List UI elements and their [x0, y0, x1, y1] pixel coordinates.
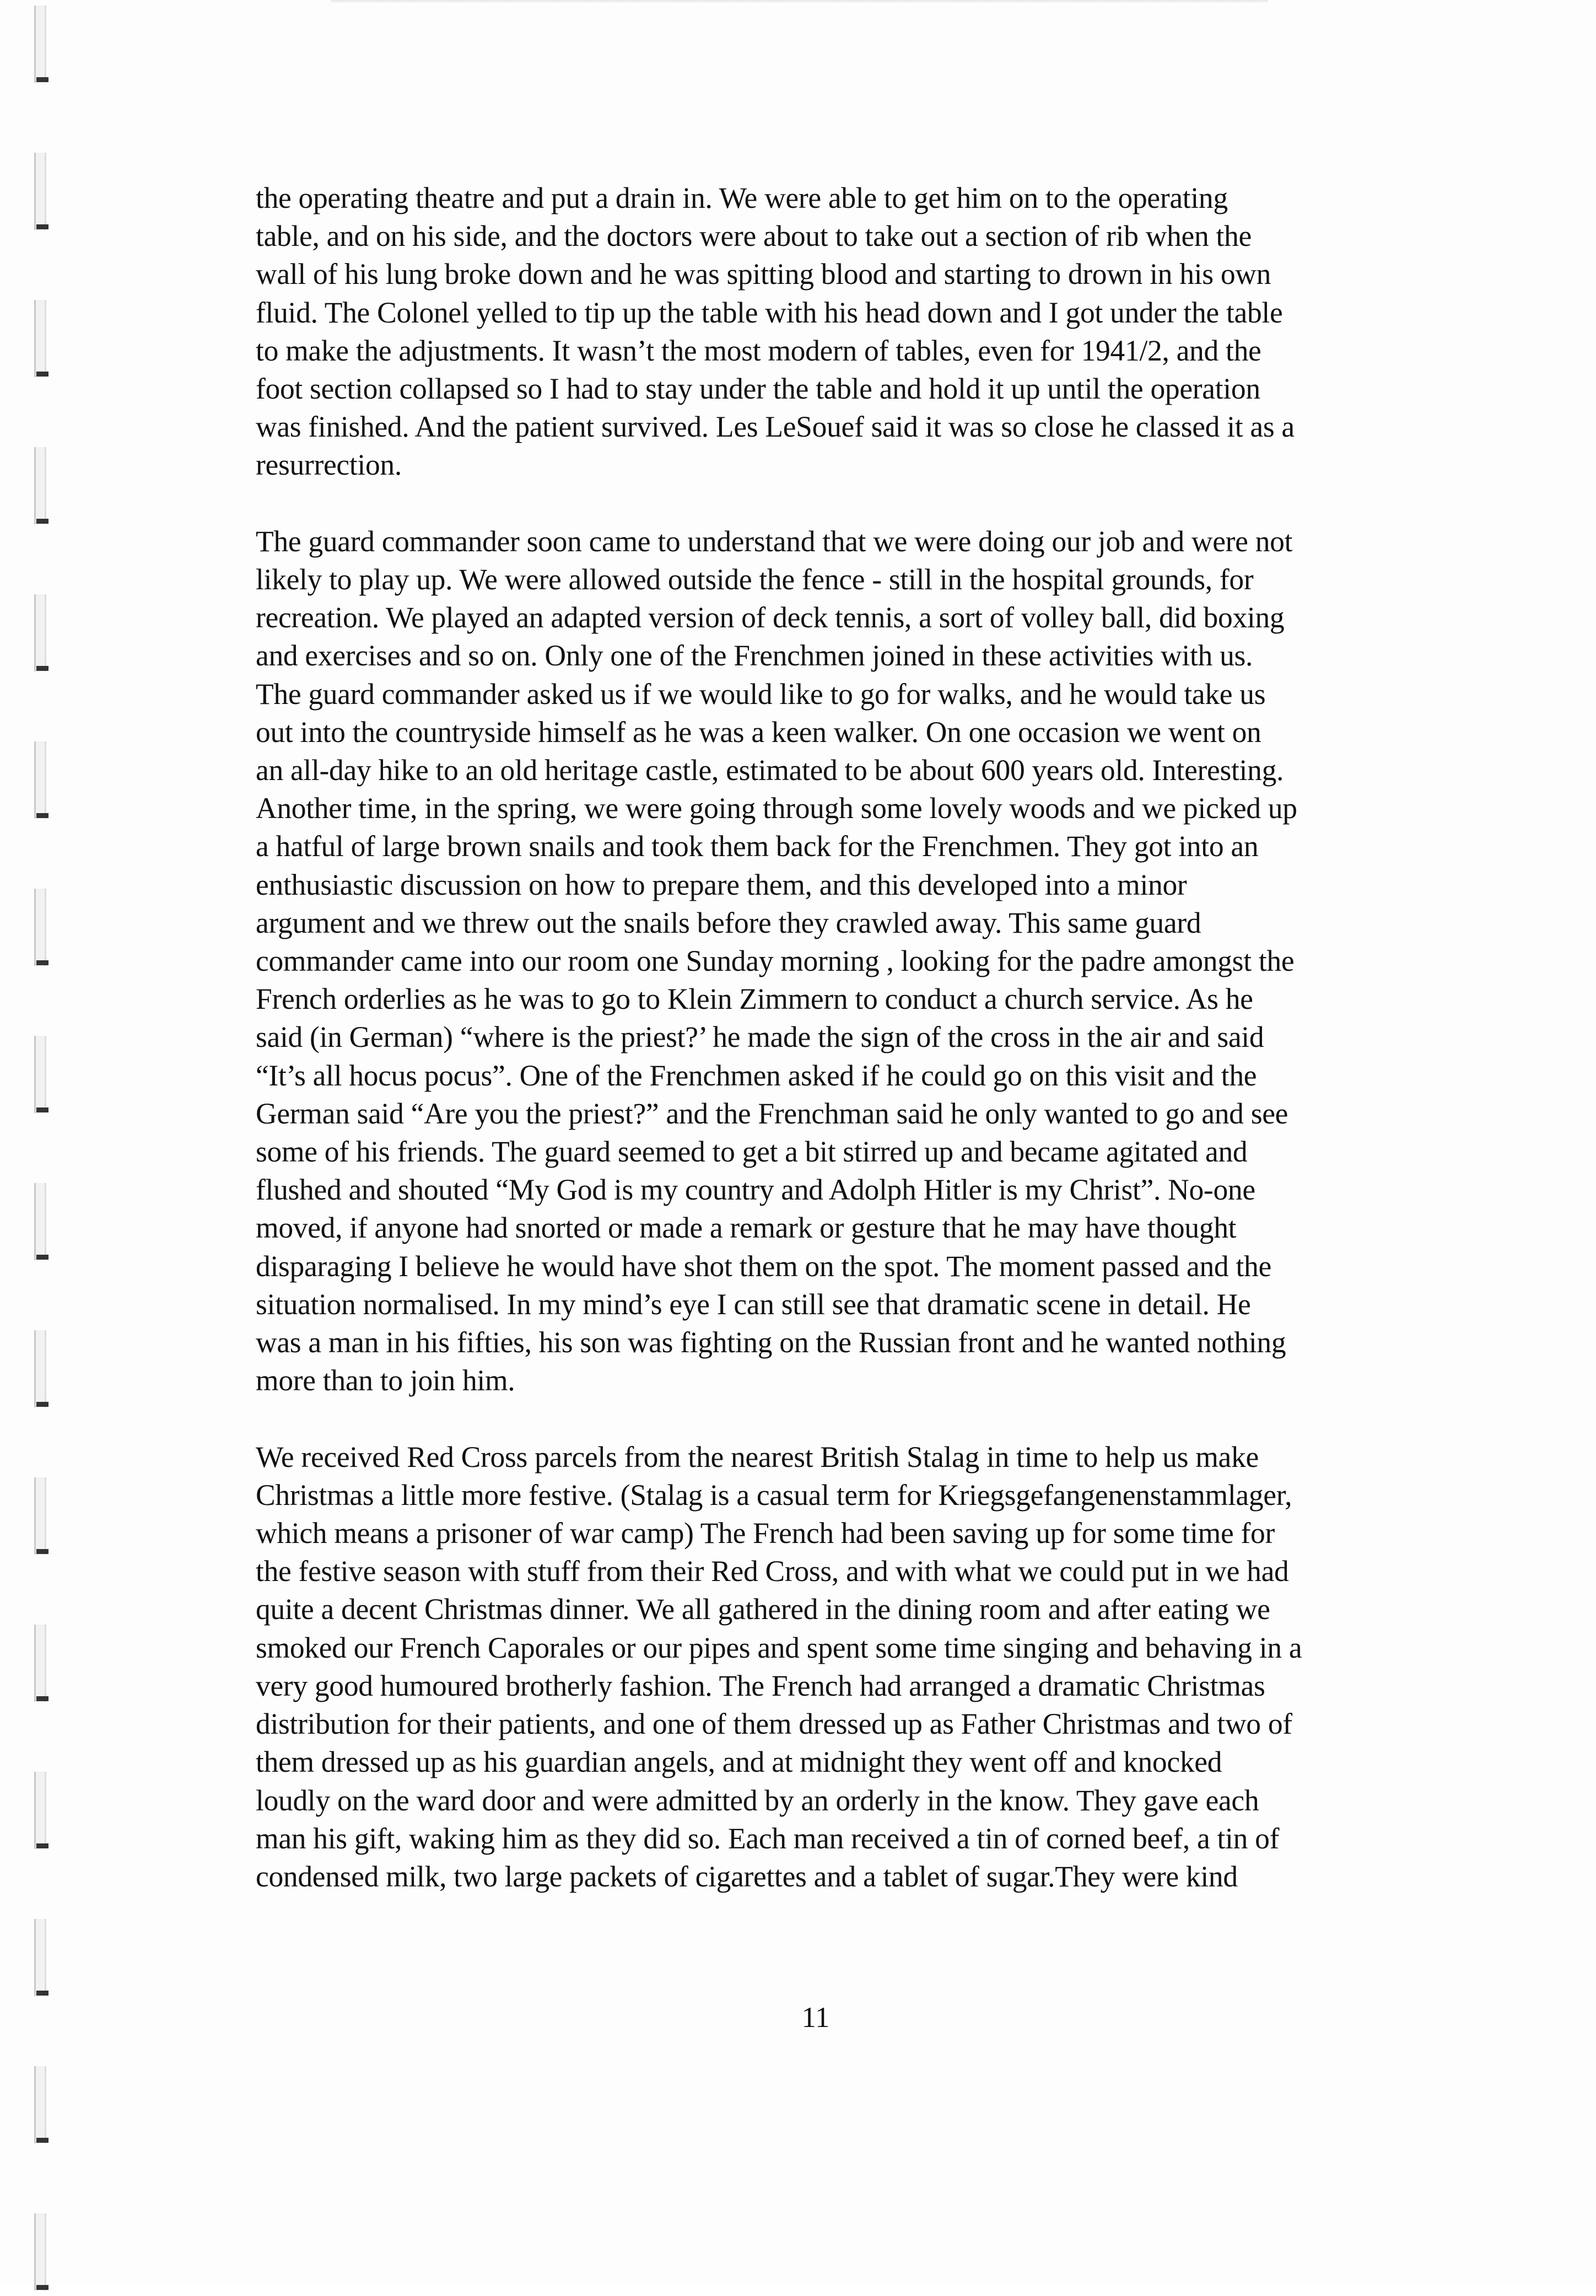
text-line: moved, if anyone had snorted or made a remark or gesture that he may have thought — [256, 1211, 1237, 1245]
binder-ring — [22, 1330, 51, 1413]
binder-ring-stem — [34, 1036, 46, 1113]
binder-ring-foot — [36, 813, 48, 818]
text-line: man his gift, waking him as they did so. Each man received a tin of corned beef, a tin of — [256, 1821, 1280, 1855]
binder-ring — [22, 6, 51, 88]
scan-edge-mark — [331, 0, 1268, 3]
text-line: a hatful of large brown snails and took them back for the Frenchmen. They got into an — [256, 830, 1259, 863]
binder-ring-stem — [34, 741, 46, 819]
text-line: was a man in his fifties, his son was fighting on the Russian front and he wanted nothing — [256, 1326, 1286, 1359]
page-number: 11 — [801, 2002, 830, 2034]
binder-ring-stem — [34, 153, 46, 230]
binder-rings — [0, 0, 66, 2284]
binder-ring — [22, 594, 51, 677]
binder-ring — [22, 1036, 51, 1119]
text-line: and exercises and so on. Only one of the Frenchmen joined in these activities with us. — [256, 639, 1253, 673]
binder-ring — [22, 1919, 51, 2002]
binder-ring-stem — [34, 1919, 46, 1996]
binder-ring-foot — [36, 519, 48, 524]
binder-ring-stem — [34, 6, 46, 83]
text-line: fluid. The Colonel yelled to tip up the table with his head down and I got under the table — [256, 295, 1283, 329]
text-line: to make the adjustments. It wasn’t the most modern of tables, even for 1941/2, and the — [256, 334, 1261, 367]
binder-ring-foot — [36, 2138, 48, 2143]
binder-ring — [22, 1625, 51, 1707]
binder-ring-foot — [36, 224, 48, 229]
binder-ring-stem — [34, 1330, 46, 1407]
text-line: an all-day hike to an old heritage castle, estimated to be about 600 years old. Interesting. — [256, 754, 1284, 787]
binder-ring-foot — [36, 1696, 48, 1701]
text-line: flushed and shouted “My God is my country and Adolph Hitler is my Christ”. No-one — [256, 1173, 1255, 1207]
binder-ring-foot — [36, 1549, 48, 1554]
text-line: smoked our French Caporales or our pipes and spent some time singing and behaving in a — [256, 1631, 1302, 1664]
text-line: Another time, in the spring, we were going through some lovely woods and we picked up — [256, 792, 1297, 825]
text-line: quite a decent Christmas dinner. We all gathered in the dining room and after eating we — [256, 1593, 1270, 1626]
text-line: disparaging I believe he would have shot them on the spot. The moment passed and the — [256, 1249, 1271, 1283]
binder-ring — [22, 300, 51, 383]
text-line: the operating theatre and put a drain in. We were able to get him on to the operating — [256, 181, 1228, 214]
binder-ring-stem — [34, 1183, 46, 1260]
text-line: recreation. We played an adapted version of deck tennis, a sort of volley ball, did boxing — [256, 601, 1285, 635]
binder-ring-foot — [36, 1843, 48, 1848]
binder-ring-stem — [34, 447, 46, 524]
binder-ring-stem — [34, 2213, 46, 2290]
text-line: enthusiastic discussion on how to prepare them, and this developed into a minor — [256, 868, 1187, 901]
binder-ring — [22, 741, 51, 824]
text-line: The guard commander asked us if we would like to go for walks, and he would take us — [256, 677, 1266, 711]
text-line: out into the countryside himself as he was a keen walker. On one occasion we went on — [256, 715, 1261, 749]
text-line: said (in German) “where is the priest?’ he made the sign of the cross in the air and said — [256, 1020, 1264, 1054]
text-line: situation normalised. In my mind’s eye I can still see that dramatic scene in detail. He — [256, 1287, 1251, 1321]
text-line: We received Red Cross parcels from the nearest British Stalag in time to help us make — [256, 1440, 1259, 1474]
text-line: more than to join him. — [256, 1364, 515, 1397]
text-line: the festive season with stuff from their Red Cross, and with what we could put in we had — [256, 1555, 1289, 1588]
text-line: “It’s all hocus pocus”. One of the Frenchmen asked if he could go on this visit and the — [256, 1058, 1257, 1092]
binder-ring-stem — [34, 2066, 46, 2143]
binder-ring — [22, 447, 51, 530]
text-line: German said “Are you the priest?” and the Frenchman said he only wanted to go and see — [256, 1096, 1288, 1130]
text-line: distribution for their patients, and one of them dressed up as Father Christmas and two of — [256, 1707, 1292, 1741]
binder-ring — [22, 153, 51, 235]
text-line: likely to play up. We were allowed outside the fence - still in the hospital grounds, for — [256, 563, 1254, 596]
binder-ring-foot — [36, 77, 48, 82]
text-line: some of his friends. The guard seemed to get a bit stirred up and became agitated and — [256, 1135, 1248, 1169]
binder-ring-stem — [34, 594, 46, 671]
text-line: which means a prisoner of war camp) The French had been saving up for some time for — [256, 1517, 1275, 1550]
binder-ring — [22, 1477, 51, 1560]
binder-ring-foot — [36, 2285, 48, 2290]
binder-ring-stem — [34, 1625, 46, 1702]
text-line: Christmas a little more festive. (Stalag is a casual term for Kriegsgefangenenstammlager, — [256, 1478, 1292, 1512]
binder-ring — [22, 889, 51, 971]
paragraph-christmas — [256, 1438, 1430, 1896]
binder-ring-stem — [34, 300, 46, 377]
binder-ring-stem — [34, 1477, 46, 1555]
binder-ring-foot — [36, 1107, 48, 1112]
binder-ring-foot — [36, 1255, 48, 1260]
binder-ring — [22, 1183, 51, 1266]
text-line: foot section collapsed so I had to stay under the table and hold it up until the operation — [256, 372, 1260, 406]
binder-ring — [22, 2213, 51, 2296]
binder-ring-foot — [36, 1991, 48, 1996]
text-line: argument and we threw out the snails before they crawled away. This same guard — [256, 906, 1201, 939]
text-line: them dressed up as his guardian angels, and at midnight they went off and knocked — [256, 1745, 1222, 1779]
text-line: condensed milk, two large packets of cigarettes and a tablet of sugar.They were kind — [256, 1859, 1238, 1893]
binder-ring-foot — [36, 1402, 48, 1407]
binder-ring-foot — [36, 666, 48, 671]
binder-ring-foot — [36, 960, 48, 965]
text-line: table, and on his side, and the doctors were about to take out a section of rib when the — [256, 219, 1252, 253]
text-line: loudly on the ward door and were admitted by an orderly in the know. They gave each — [256, 1783, 1259, 1817]
text-line: wall of his lung broke down and he was spitting blood and starting to drown in his own — [256, 257, 1271, 291]
text-line: resurrection. — [256, 448, 402, 482]
binder-ring — [22, 1772, 51, 1854]
binder-ring-stem — [34, 1772, 46, 1849]
body-text — [256, 179, 1430, 1934]
text-line: The guard commander soon came to understand that we were doing our job and were not — [256, 524, 1293, 558]
text-line: was finished. And the patient survived. Les LeSouef said it was so close he classed it as a — [256, 410, 1295, 444]
text-line: French orderlies as he was to go to Klein Zimmern to conduct a church service. As he — [256, 982, 1253, 1016]
text-line: commander came into our room one Sunday morning , looking for the padre amongst the — [256, 944, 1295, 978]
paragraph-operation — [256, 179, 1430, 485]
paragraph-guard-commander — [256, 523, 1430, 1400]
text-line: very good humoured brotherly fashion. The French had arranged a dramatic Christmas — [256, 1669, 1265, 1702]
binder-ring-foot — [36, 372, 48, 377]
binder-ring-stem — [34, 889, 46, 966]
binder-ring — [22, 2066, 51, 2149]
